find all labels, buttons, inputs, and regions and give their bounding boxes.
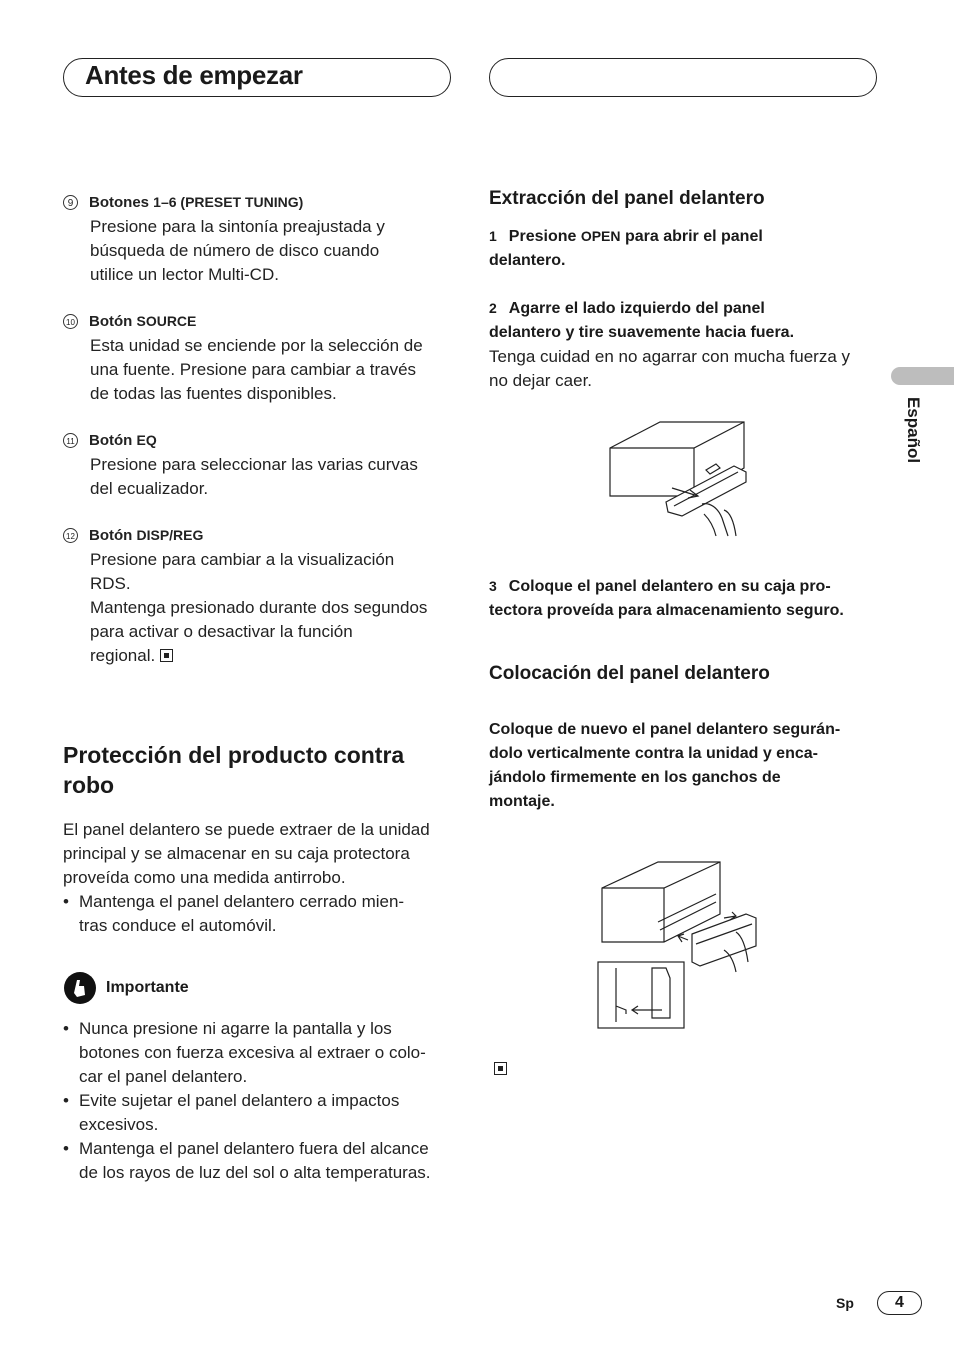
- left-column: [63, 190, 455, 668]
- page-title: Antes de empezar: [85, 60, 303, 90]
- list-item: • Mantenga el panel delantero fuera del alcance de los rayos de luz del sol o alta temperaturas.: [63, 1137, 455, 1185]
- item-head-caps: EQ: [136, 432, 157, 448]
- item-head-caps: SOURCE: [136, 313, 197, 329]
- language-tab: [891, 367, 954, 385]
- end-mark-right: [494, 1061, 507, 1079]
- item-line: RDS.: [90, 574, 131, 593]
- step-text: Presione: [508, 228, 581, 245]
- item-12: [63, 523, 455, 668]
- step-text: montaje.: [489, 793, 555, 810]
- bullet-line: de los rayos de luz del sol o alta temperaturas.: [79, 1163, 431, 1182]
- end-mark-icon: [494, 1062, 507, 1075]
- item-head-prefix: Botón: [89, 527, 137, 544]
- item-line: Presione para la sintonía preajustada y: [90, 217, 385, 236]
- item-10: [63, 309, 455, 406]
- item-number: 11: [63, 433, 78, 448]
- attach-panel-illustration: [596, 858, 762, 1030]
- important-hand-icon: [63, 971, 97, 1005]
- item-head-caps: DISP/REG: [136, 527, 204, 543]
- step-2-note: [489, 345, 881, 393]
- item-number: 10: [63, 314, 78, 329]
- step-text: jándolo firmemente en los ganchos de: [489, 769, 781, 786]
- item-line: regional.: [90, 646, 156, 665]
- step-text: dolo verticalmente contra la unidad y enca-: [489, 745, 818, 762]
- step-caps: OPEN: [580, 228, 621, 244]
- header-right-box: [489, 58, 877, 97]
- item-line: para activar o desactivar la función: [90, 622, 353, 641]
- step-text: Coloque de nuevo el panel delantero segurán-: [489, 721, 841, 738]
- attach-instructions: [489, 718, 881, 814]
- item-11: [63, 428, 455, 501]
- note-line: no dejar caer.: [489, 371, 593, 390]
- step-number: 1: [489, 228, 497, 244]
- end-mark-icon: [160, 649, 173, 662]
- item-line: Presione para seleccionar las varias curvas: [90, 455, 418, 474]
- item-line: utilice un lector Multi-CD.: [90, 265, 279, 284]
- item-line: de todas las fuentes disponibles.: [90, 384, 337, 403]
- step-text: delantero y tire suavemente hacia fuera.: [489, 324, 795, 341]
- item-line: del ecualizador.: [90, 479, 209, 498]
- item-9: [63, 190, 455, 287]
- item-head-prefix: Botones: [89, 194, 154, 211]
- bullet-line: botones con fuerza excesiva al extraer o colo-: [79, 1043, 426, 1062]
- right-column-lower: [489, 574, 881, 814]
- section-title-line: Protección del producto contra: [63, 742, 405, 768]
- section-title: [63, 740, 455, 800]
- bullet-line: Mantenga el panel delantero cerrado mien-: [79, 892, 405, 911]
- page-number-badge: [877, 1291, 922, 1315]
- step-text: tectora proveída para almacenamiento seguro.: [489, 602, 844, 619]
- bullet-line: Nunca presione ni agarre la pantalla y los: [79, 1019, 392, 1038]
- item-number: 12: [63, 528, 78, 543]
- page-number: 4: [895, 1294, 904, 1311]
- item-line: una fuente. Presione para cambiar a través: [90, 360, 417, 379]
- step-number: 2: [489, 300, 497, 316]
- item-line: Presione para cambiar a la visualización: [90, 550, 395, 569]
- list-item: • Nunca presione ni agarre la pantalla y los botones con fuerza excesiva al extraer o colo- car el panel delantero.: [63, 1017, 455, 1089]
- remove-heading: Extracción del panel delantero: [489, 188, 765, 209]
- item-head-caps: 1–6 (PRESET TUNING): [153, 194, 304, 210]
- step-text: para abrir el panel: [620, 228, 763, 245]
- list-item: • Evite sujetar el panel delantero a impactos excesivos.: [63, 1089, 455, 1137]
- item-number: 9: [63, 195, 78, 210]
- section-title-line: robo: [63, 772, 115, 798]
- bullet-line: Evite sujetar el panel delantero a impactos: [79, 1091, 400, 1110]
- note-line: Tenga cuidad en no agarrar con mucha fuerza y: [489, 347, 851, 366]
- step-text: Agarre el lado izquierdo del panel: [508, 300, 765, 317]
- intro-line: El panel delantero se puede extraer de la unidad: [63, 820, 430, 839]
- language-label: Español: [904, 396, 923, 464]
- step-text: delantero.: [489, 252, 566, 269]
- item-head-prefix: Botón: [89, 313, 137, 330]
- bullet-line: tras conduce el automóvil.: [79, 916, 277, 935]
- step-text: Coloque el panel delantero en su caja pro-: [508, 578, 831, 595]
- antitheft-section: [63, 740, 455, 1185]
- important-label: Importante: [106, 979, 189, 996]
- bullet-line: Mantenga el panel delantero fuera del alcance: [79, 1139, 429, 1158]
- right-column: [489, 188, 881, 393]
- step-2: [489, 296, 881, 345]
- intro-line: principal y se almacenar en su caja protectora: [63, 844, 410, 863]
- item-line: Mantenga presionado durante dos segundos: [90, 598, 428, 617]
- step-number: 3: [489, 578, 497, 594]
- step-3: [489, 574, 881, 623]
- footer-lang-code: Sp: [836, 1295, 854, 1311]
- step-1: [489, 224, 881, 273]
- bullet-line: car el panel delantero.: [79, 1067, 248, 1086]
- item-head-prefix: Botón: [89, 432, 137, 449]
- item-line: búsqueda de número de disco cuando: [90, 241, 380, 260]
- intro-line: proveída como una medida antirrobo.: [63, 868, 346, 887]
- important-block: [63, 971, 455, 1005]
- bullet-line: excesivos.: [79, 1115, 159, 1134]
- remove-panel-illustration: [606, 418, 766, 542]
- list-item: • Mantenga el panel delantero cerrado mien- tras conduce el automóvil.: [63, 890, 455, 938]
- attach-heading: Colocación del panel delantero: [489, 663, 770, 684]
- item-line: Esta unidad se enciende por la selección de: [90, 336, 423, 355]
